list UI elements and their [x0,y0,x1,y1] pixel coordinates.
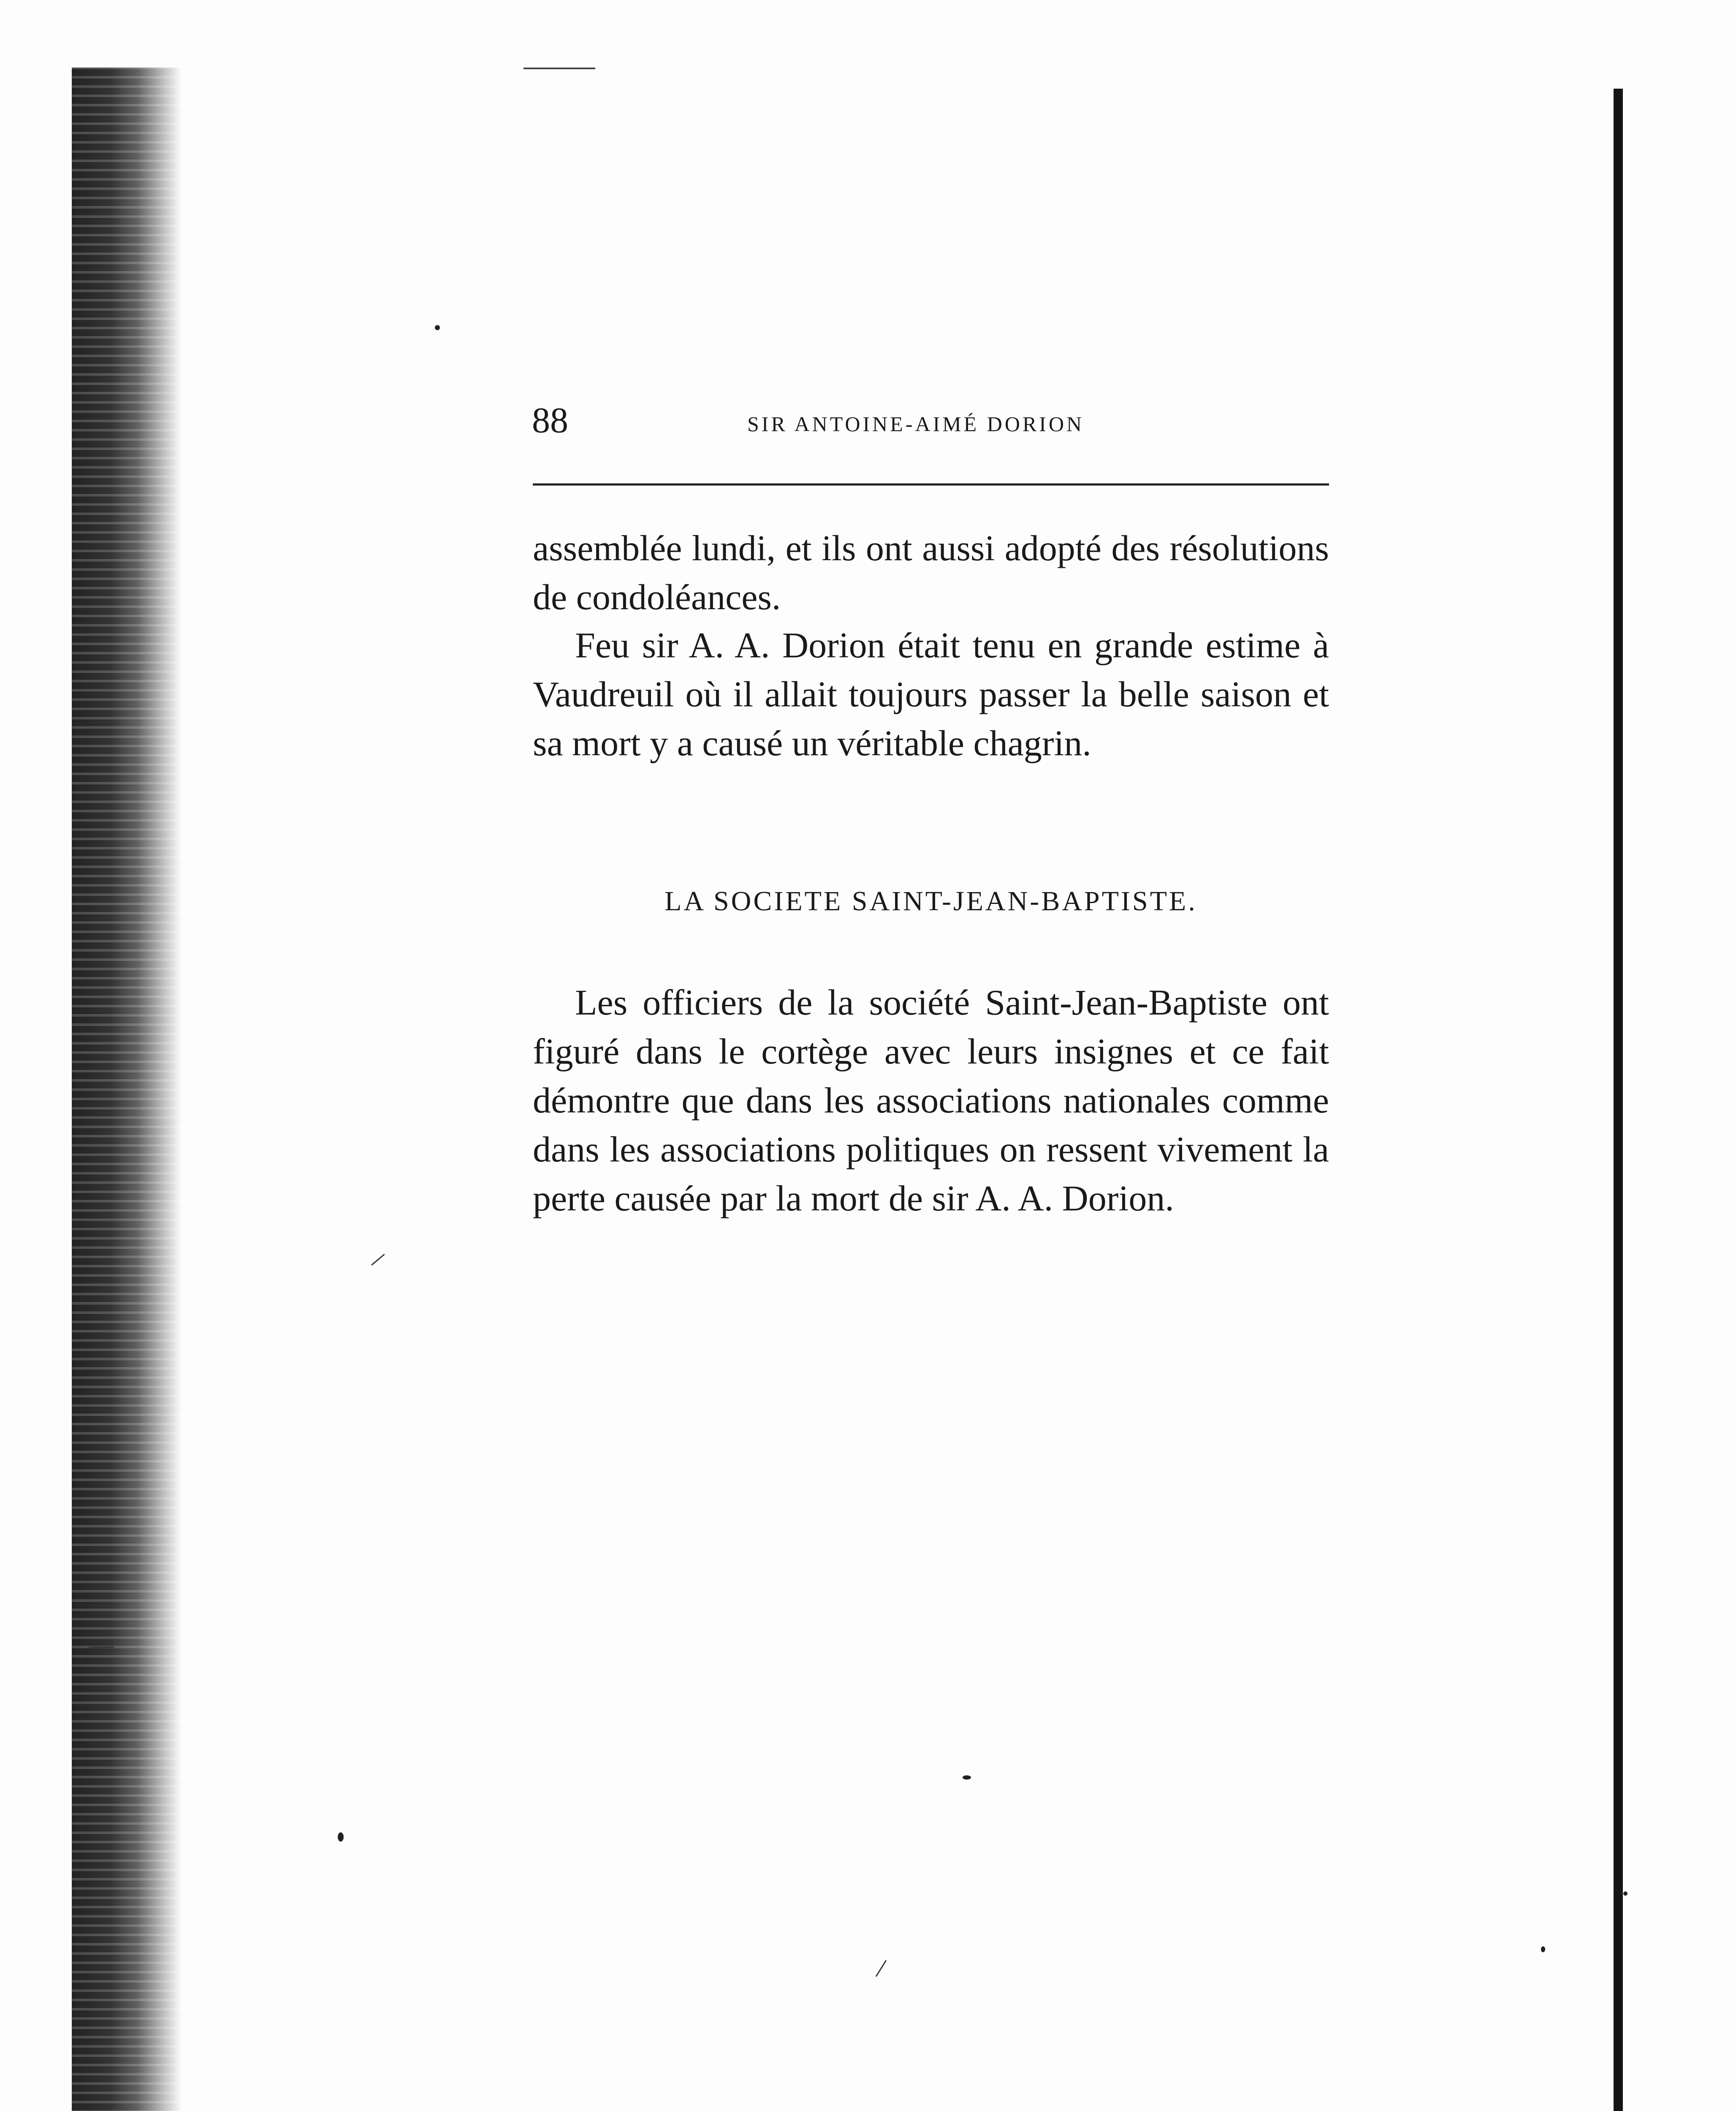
scan-speck [435,325,440,330]
scan-scratch [371,1254,385,1266]
page-header [532,397,1330,443]
paragraph-vaudreuil [533,621,1329,768]
paragraph-continued [533,524,1329,621]
scan-scratch [89,1647,114,1648]
right-page-edge [1614,89,1623,2111]
paragraph-text: Les officiers de la société Saint-Jean-Baptiste ont figuré dans le cortège avec leurs insignes et ce fait démontre que dans les associations nationales comme dans les associations politiques on ressent vivement la perte causée par la mort de sir A. A. Dorion. [533,982,1329,1218]
scan-speck [1541,1946,1545,1952]
top-scan-mark [524,68,595,69]
scan-speck [338,1832,344,1842]
running-head: SIR ANTOINE-AIMÉ DORION [747,412,1085,436]
page-number: 88 [532,400,568,440]
scan-speck [963,1775,971,1780]
binding-shadow [72,68,182,2111]
paragraph-text: assemblée lundi, et ils ont aussi adopté des résolutions de condoléances. [533,528,1329,617]
scan-speck [1623,1891,1628,1896]
scan-scratch [876,1960,887,1977]
paragraph-societe [533,978,1329,1223]
header-rule [533,483,1329,486]
section-heading: LA SOCIETE SAINT-JEAN-BAPTISTE. [665,886,1197,917]
paragraph-text: Feu sir A. A. Dorion était tenu en grande estime à Vaudreuil où il allait toujours passer la belle saison et sa mort y a causé un véritable chagrin. [533,625,1329,763]
